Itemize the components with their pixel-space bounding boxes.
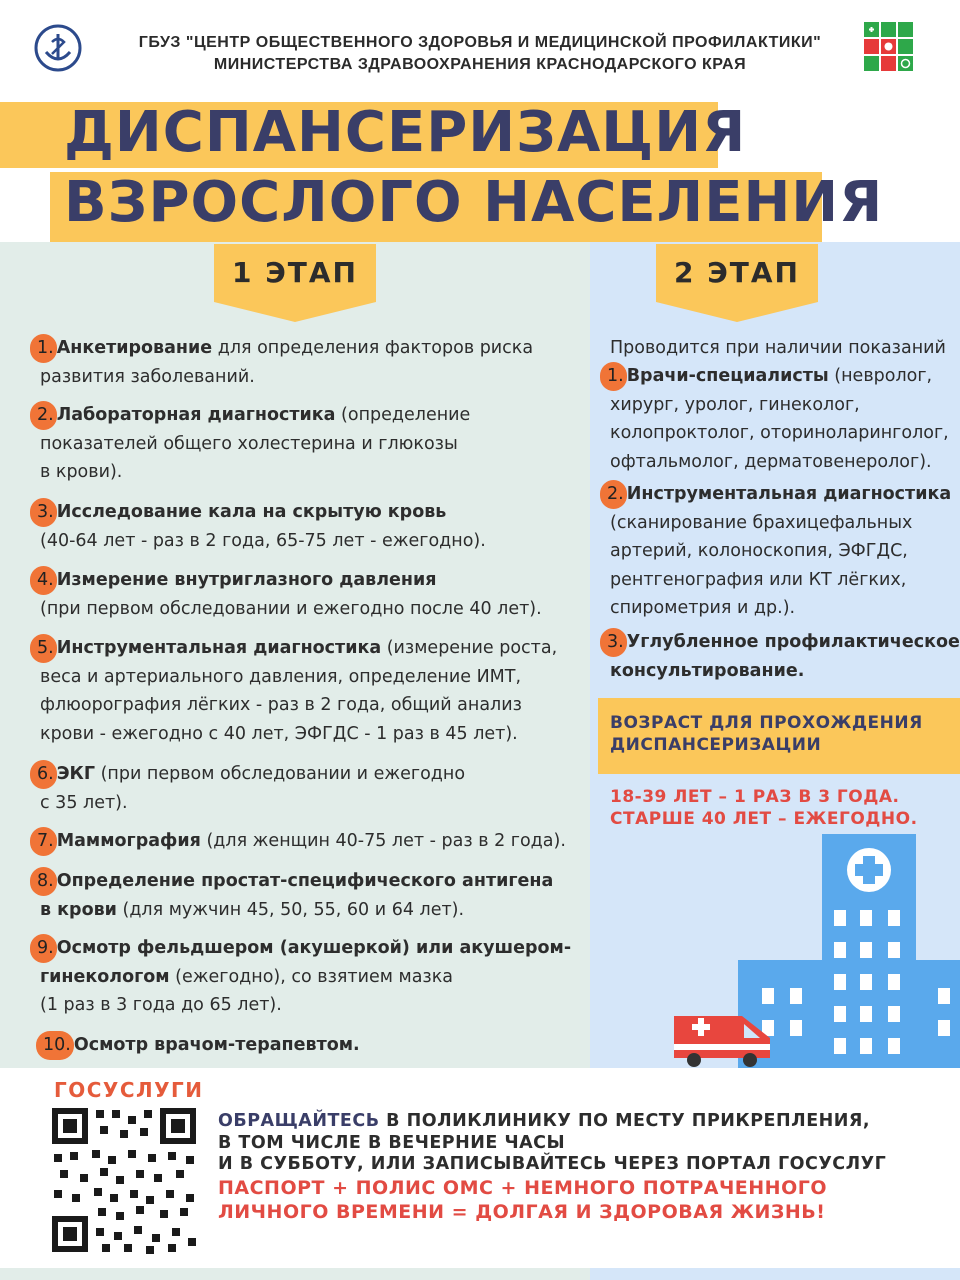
hospital-illustration — [672, 832, 960, 1068]
org-header — [130, 32, 830, 76]
item-number: 7. — [30, 827, 57, 856]
item-number: 2. — [30, 401, 57, 430]
stage1-badge — [214, 244, 376, 322]
stage1-item-1: 1. Анкетирование для определения факторов риска развития заболеваний. — [40, 334, 533, 391]
age-schedule — [610, 786, 918, 830]
page-title-line1: ДИСПАНСЕРИЗАЦИЯ — [64, 100, 747, 165]
item-number: 6. — [30, 760, 57, 789]
stage1-item-5: 5. Инструментальная диагностика (измерение роста, веса и артериального давления, определение ИМТ, флюорография лёгких - раз в 2 года, общий анализ крови - ежегодно с 40 лет, ЭФГДС - 1 раз в 45 лет). — [40, 634, 557, 748]
logo-right — [864, 22, 914, 72]
logo-left — [32, 22, 84, 74]
item-number: 3. — [600, 628, 627, 657]
org-line1: ГБУЗ "ЦЕНТР ОБЩЕСТВЕННОГО ЗДОРОВЬЯ И МЕДИЦИНСКОЙ ПРОФИЛАКТИКИ" — [138, 34, 822, 51]
gosuslugi-label: ГОСУСЛУГИ — [54, 1078, 204, 1102]
stage1-item-9: 9. Осмотр фельдшером (акушеркой) или акушером- гинекологом (ежегодно), со взятием мазка (1 раз в 3 года до 65 лет). — [40, 934, 571, 1020]
item-number: 10. — [36, 1031, 74, 1060]
qr-code-icon[interactable] — [50, 1106, 198, 1254]
stage2-label: 2 ЭТАП — [656, 244, 818, 302]
age-line1: 18-39 ЛЕТ – 1 РАЗ В 3 ГОДА. — [610, 787, 900, 807]
stage2-item-1: 1. Врачи-специалисты (невролог, хирург, уролог, гинеколог, колопроктолог, оториноларинголог, офтальмолог, дерматовенеролог). — [610, 362, 949, 476]
slogan: ПАСПОРТ + ПОЛИС ОМС + НЕМНОГО ПОТРАЧЕННОГО ЛИЧНОГО ВРЕМЕНИ = ДОЛГАЯ И ЗДОРОВАЯ ЖИЗНЬ! — [218, 1177, 827, 1223]
stage2-arrow — [656, 302, 818, 322]
org-line2: МИНИСТЕРСТВА ЗДРАВООХРАНЕНИЯ КРАСНОДАРСКОГО КРАЯ — [213, 56, 747, 73]
stage1-label: 1 ЭТАП — [214, 244, 376, 302]
bottom-strip-left — [0, 1268, 590, 1280]
stage1-item-4: 4. Измерение внутриглазного давления (при первом обследовании и ежегодно после 40 лет). — [40, 566, 542, 623]
stage2-item-2: 2. Инструментальная диагностика (сканирование брахицефальных артерий, колоноскопия, ЭФГДС, рентгенография или КТ лёгких, спирометрия и др.). — [610, 480, 951, 623]
item-number: 4. — [30, 566, 57, 595]
item-number: 1. — [600, 362, 627, 391]
item-number: 8. — [30, 867, 57, 896]
item-number: 2. — [600, 480, 627, 509]
medical-emblem-icon — [32, 22, 84, 74]
age-title: ВОЗРАСТ ДЛЯ ПРОХОЖДЕНИЯ ДИСПАНСЕРИЗАЦИИ — [610, 713, 923, 755]
stage2-badge — [656, 244, 818, 322]
stage1-item-8: 8. Определение простат-специфического антигена в крови (для мужчин 45, 50, 55, 60 и 64 лет). — [40, 867, 553, 924]
contact-highlight: ОБРАЩАЙТЕСЬ — [218, 1111, 380, 1131]
item-number: 5. — [30, 634, 57, 663]
bottom-strip-right — [590, 1268, 960, 1280]
stage2-intro: Проводится при наличии показаний — [610, 338, 946, 358]
stage1-item-6: 6. ЭКГ (при первом обследовании и ежегодно с 35 лет). — [40, 760, 465, 817]
stage1-item-7: 7. Маммография (для женщин 40-75 лет - раз в 2 года). — [40, 827, 566, 856]
healthy-lifestyle-grid-icon — [864, 22, 914, 72]
age-line2: СТАРШЕ 40 ЛЕТ – ЕЖЕГОДНО. — [610, 809, 918, 829]
page-title-line2: ВЗРОСЛОГО НАСЕЛЕНИЯ — [64, 170, 884, 235]
item-number: 1. — [30, 334, 57, 363]
stage1-item-10: 10. Осмотр врачом-терапевтом. — [46, 1031, 360, 1060]
stage1-item-2: 2. Лабораторная диагностика (определение показателей общего холестерина и глюкозы в крови). — [40, 401, 470, 487]
contact-text: ОБРАЩАЙТЕСЬ В ПОЛИКЛИНИКУ ПО МЕСТУ ПРИКРЕПЛЕНИЯ, В ТОМ ЧИСЛЕ В ВЕЧЕРНИЕ ЧАСЫ И В СУББОТУ, ИЛИ ЗАПИСЫВАЙТЕСЬ ЧЕРЕЗ ПОРТАЛ ГОСУСЛУГ — [218, 1111, 887, 1174]
item-number: 3. — [30, 498, 57, 527]
item-number: 9. — [30, 934, 57, 963]
stage1-arrow — [214, 302, 376, 322]
stage2-item-3: 3. Углубленное профилактическое консультирование. — [610, 628, 960, 685]
stage1-item-3: 3. Исследование кала на скрытую кровь (40-64 лет - раз в 2 года, 65-75 лет - ежегодно). — [40, 498, 486, 555]
